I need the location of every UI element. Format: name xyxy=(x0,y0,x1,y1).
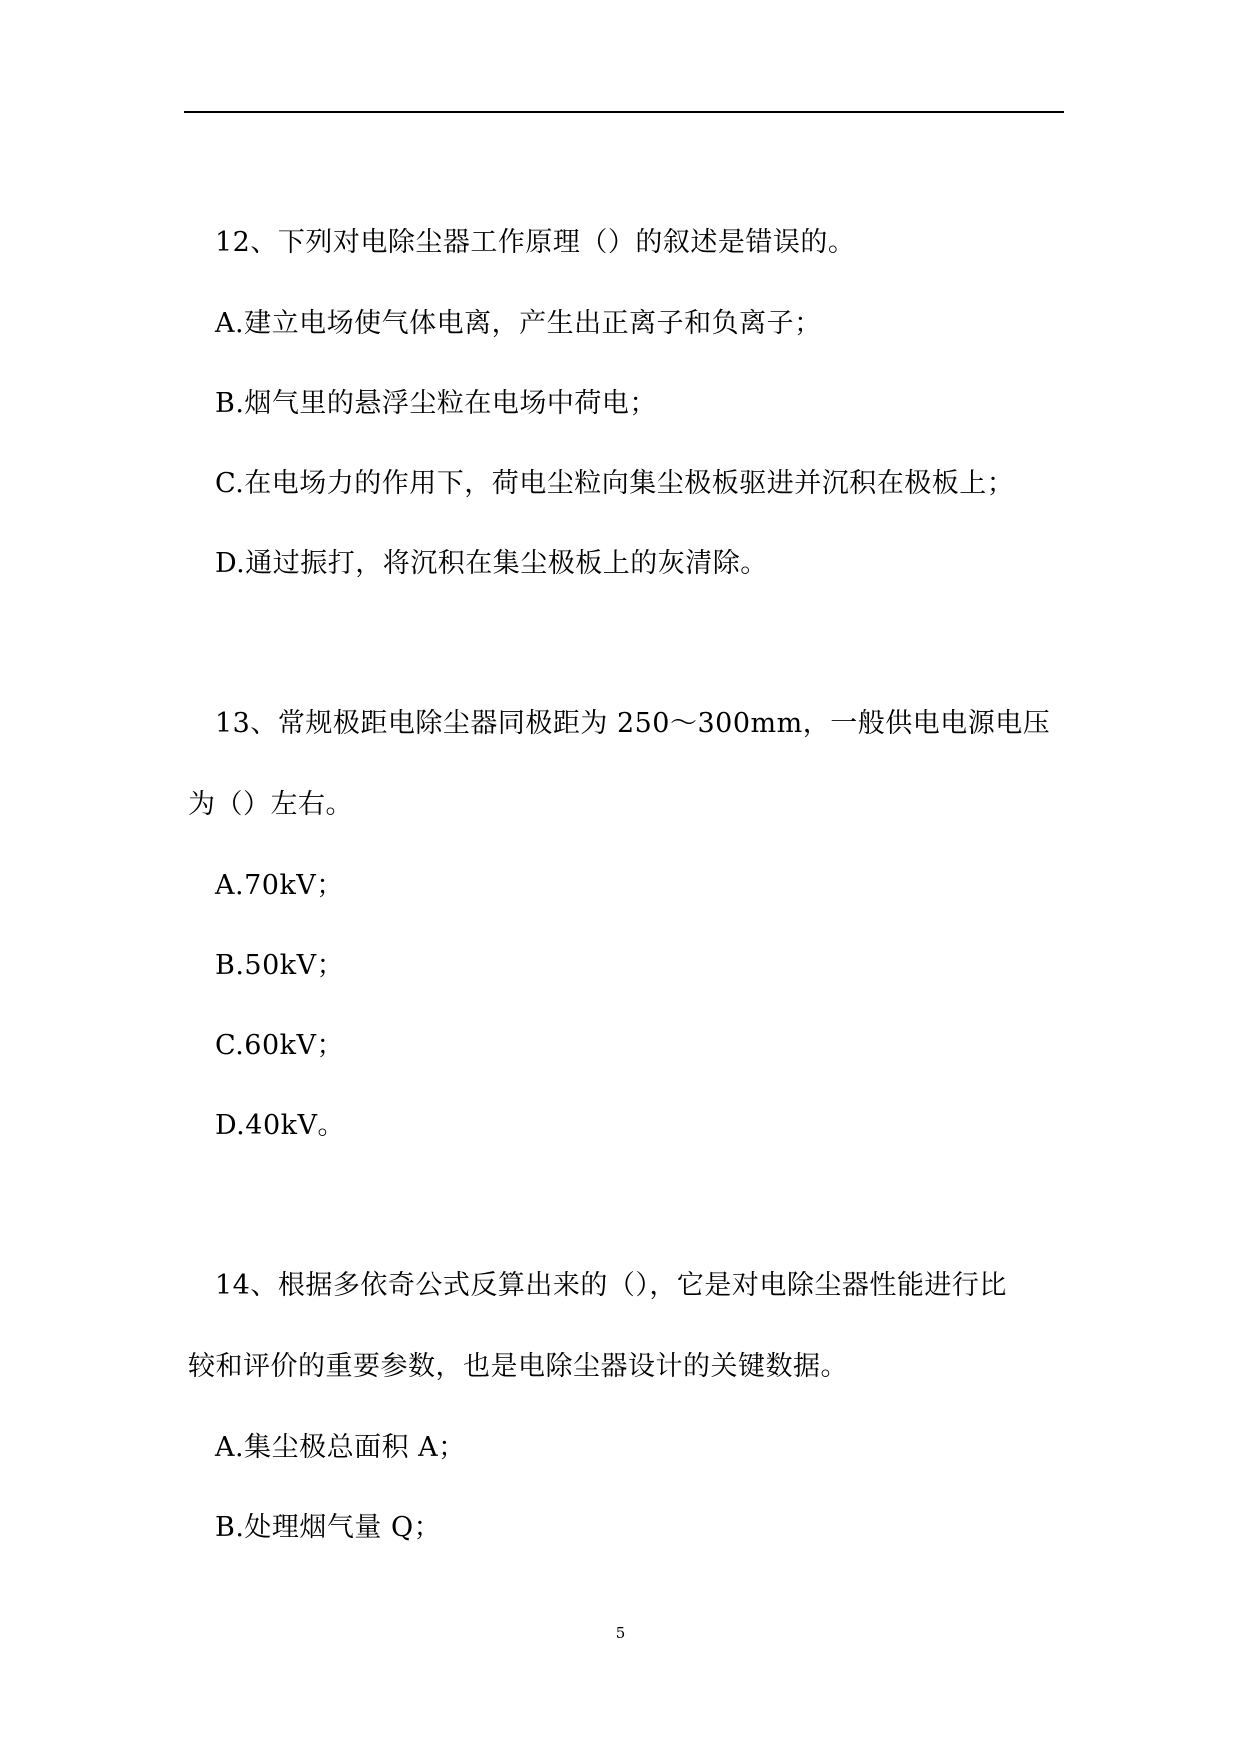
question-14-option-a: A.集尘极总面积 A； xyxy=(215,1432,466,1463)
question-14-option-b: B.处理烟气量 Q； xyxy=(215,1512,442,1543)
question-12-option-a: A.建立电场使气体电离，产生出正离子和负离子； xyxy=(215,308,822,339)
question-13-option-d: D.40kV。 xyxy=(215,1110,345,1141)
question-12-option-d: D.通过振打，将沉积在集尘极板上的灰清除。 xyxy=(215,548,768,579)
question-13-option-b: B.50kV； xyxy=(215,950,345,981)
question-12-option-c: C.在电场力的作用下，荷电尘粒向集尘极板驱进并沉积在极板上； xyxy=(215,468,1015,499)
header-rule xyxy=(184,111,1064,113)
question-12-text: 12、下列对电除尘器工作原理（）的叙述是错误的。 xyxy=(215,227,856,258)
page-number: 5 xyxy=(615,1624,626,1642)
question-13-text: 13、常规极距电除尘器同极距为 250～300mm，一般供电电源电压 xyxy=(215,708,1051,739)
question-13-text-continued: 为（）左右。 xyxy=(188,789,353,820)
question-14-text: 14、根据多依奇公式反算出来的（），它是对电除尘器性能进行比 xyxy=(215,1270,1007,1301)
question-14-text-continued: 较和评价的重要参数，也是电除尘器设计的关键数据。 xyxy=(188,1351,848,1382)
question-13-option-c: C.60kV； xyxy=(215,1030,344,1061)
question-13-option-a: A.70kV； xyxy=(215,870,344,901)
question-12-option-b: B.烟气里的悬浮尘粒在电场中荷电； xyxy=(215,388,657,419)
